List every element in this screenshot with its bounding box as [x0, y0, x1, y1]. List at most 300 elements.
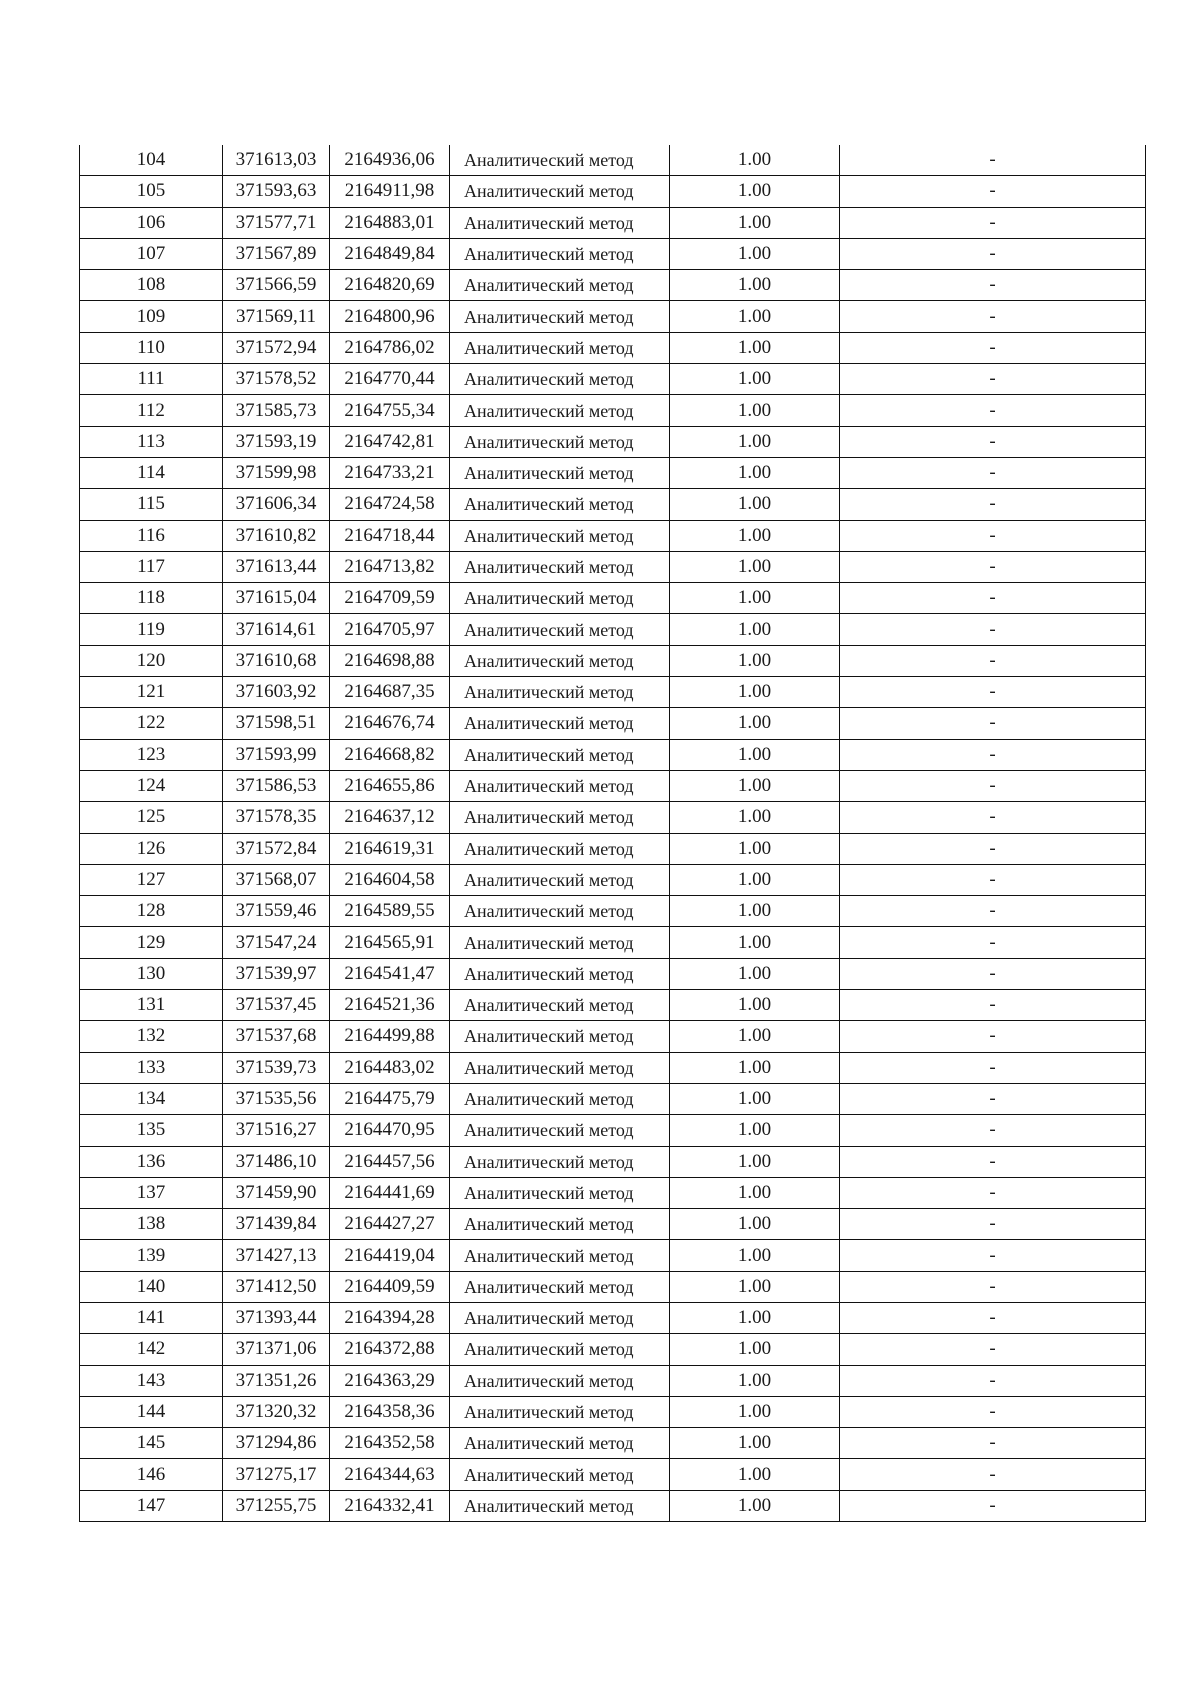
- y-coordinate-cell: 2164332,41: [330, 1490, 450, 1521]
- description-cell: -: [840, 1459, 1146, 1490]
- x-coordinate-cell: 371610,68: [223, 645, 330, 676]
- x-coordinate-cell: 371547,24: [223, 927, 330, 958]
- description-cell: -: [840, 270, 1146, 301]
- table-row: [80, 645, 1146, 676]
- y-coordinate-cell: 2164541,47: [330, 958, 450, 989]
- y-coordinate-cell: 2164419,04: [330, 1240, 450, 1271]
- table-row: [80, 1115, 1146, 1146]
- description-cell: -: [840, 1271, 1146, 1302]
- y-coordinate-cell: 2164676,74: [330, 708, 450, 739]
- y-coordinate-cell: 2164668,82: [330, 739, 450, 770]
- accuracy-cell: 1.00: [670, 332, 840, 363]
- description-cell: -: [840, 1209, 1146, 1240]
- accuracy-cell: 1.00: [670, 739, 840, 770]
- method-cell: Аналитический метод: [450, 520, 670, 551]
- y-coordinate-cell: 2164475,79: [330, 1083, 450, 1114]
- description-cell: -: [840, 1021, 1146, 1052]
- point-number-cell: 106: [80, 207, 223, 238]
- accuracy-cell: 1.00: [670, 770, 840, 801]
- point-number-cell: 112: [80, 395, 223, 426]
- x-coordinate-cell: 371610,82: [223, 520, 330, 551]
- x-coordinate-cell: 371577,71: [223, 207, 330, 238]
- method-cell: Аналитический метод: [450, 395, 670, 426]
- method-cell: Аналитический метод: [450, 802, 670, 833]
- y-coordinate-cell: 2164499,88: [330, 1021, 450, 1052]
- point-number-cell: 120: [80, 645, 223, 676]
- point-number-cell: 122: [80, 708, 223, 739]
- x-coordinate-cell: 371393,44: [223, 1302, 330, 1333]
- y-coordinate-cell: 2164655,86: [330, 770, 450, 801]
- x-coordinate-cell: 371593,19: [223, 426, 330, 457]
- y-coordinate-cell: 2164427,27: [330, 1209, 450, 1240]
- table-row: [80, 770, 1146, 801]
- method-cell: Аналитический метод: [450, 1459, 670, 1490]
- table-row: [80, 1334, 1146, 1365]
- description-cell: -: [840, 1428, 1146, 1459]
- method-cell: Аналитический метод: [450, 1177, 670, 1208]
- description-cell: -: [840, 364, 1146, 395]
- method-cell: Аналитический метод: [450, 1365, 670, 1396]
- y-coordinate-cell: 2164637,12: [330, 802, 450, 833]
- y-coordinate-cell: 2164358,36: [330, 1396, 450, 1427]
- description-cell: -: [840, 927, 1146, 958]
- point-number-cell: 133: [80, 1052, 223, 1083]
- description-cell: -: [840, 833, 1146, 864]
- method-cell: Аналитический метод: [450, 176, 670, 207]
- point-number-cell: 142: [80, 1334, 223, 1365]
- description-cell: -: [840, 551, 1146, 582]
- description-cell: -: [840, 1146, 1146, 1177]
- description-cell: -: [840, 864, 1146, 895]
- coordinates-table: [79, 145, 1146, 1522]
- method-cell: Аналитический метод: [450, 1021, 670, 1052]
- point-number-cell: 108: [80, 270, 223, 301]
- y-coordinate-cell: 2164604,58: [330, 864, 450, 895]
- method-cell: Аналитический метод: [450, 207, 670, 238]
- description-cell: -: [840, 395, 1146, 426]
- table-row: [80, 176, 1146, 207]
- description-cell: -: [840, 176, 1146, 207]
- accuracy-cell: 1.00: [670, 802, 840, 833]
- y-coordinate-cell: 2164705,97: [330, 614, 450, 645]
- accuracy-cell: 1.00: [670, 176, 840, 207]
- y-coordinate-cell: 2164344,63: [330, 1459, 450, 1490]
- accuracy-cell: 1.00: [670, 1365, 840, 1396]
- table-row: [80, 958, 1146, 989]
- x-coordinate-cell: 371598,51: [223, 708, 330, 739]
- table-row: [80, 1146, 1146, 1177]
- accuracy-cell: 1.00: [670, 583, 840, 614]
- point-number-cell: 117: [80, 551, 223, 582]
- point-number-cell: 114: [80, 457, 223, 488]
- accuracy-cell: 1.00: [670, 1021, 840, 1052]
- accuracy-cell: 1.00: [670, 1177, 840, 1208]
- table-row: [80, 1365, 1146, 1396]
- y-coordinate-cell: 2164883,01: [330, 207, 450, 238]
- point-number-cell: 145: [80, 1428, 223, 1459]
- point-number-cell: 139: [80, 1240, 223, 1271]
- accuracy-cell: 1.00: [670, 1083, 840, 1114]
- description-cell: -: [840, 1396, 1146, 1427]
- table-row: [80, 238, 1146, 269]
- table-row: [80, 332, 1146, 363]
- x-coordinate-cell: 371599,98: [223, 457, 330, 488]
- accuracy-cell: 1.00: [670, 708, 840, 739]
- x-coordinate-cell: 371535,56: [223, 1083, 330, 1114]
- method-cell: Аналитический метод: [450, 645, 670, 676]
- accuracy-cell: 1.00: [670, 1209, 840, 1240]
- x-coordinate-cell: 371559,46: [223, 896, 330, 927]
- y-coordinate-cell: 2164718,44: [330, 520, 450, 551]
- description-cell: -: [840, 426, 1146, 457]
- table-row: [80, 708, 1146, 739]
- method-cell: Аналитический метод: [450, 1490, 670, 1521]
- y-coordinate-cell: 2164483,02: [330, 1052, 450, 1083]
- point-number-cell: 113: [80, 426, 223, 457]
- table-row: [80, 802, 1146, 833]
- description-cell: -: [840, 520, 1146, 551]
- x-coordinate-cell: 371439,84: [223, 1209, 330, 1240]
- point-number-cell: 130: [80, 958, 223, 989]
- description-cell: -: [840, 614, 1146, 645]
- point-number-cell: 136: [80, 1146, 223, 1177]
- point-number-cell: 126: [80, 833, 223, 864]
- accuracy-cell: 1.00: [670, 614, 840, 645]
- table-row: [80, 990, 1146, 1021]
- x-coordinate-cell: 371539,73: [223, 1052, 330, 1083]
- method-cell: Аналитический метод: [450, 677, 670, 708]
- accuracy-cell: 1.00: [670, 990, 840, 1021]
- y-coordinate-cell: 2164742,81: [330, 426, 450, 457]
- x-coordinate-cell: 371255,75: [223, 1490, 330, 1521]
- accuracy-cell: 1.00: [670, 1271, 840, 1302]
- table-row: [80, 739, 1146, 770]
- table-row: [80, 864, 1146, 895]
- y-coordinate-cell: 2164786,02: [330, 332, 450, 363]
- table-row: [80, 551, 1146, 582]
- x-coordinate-cell: 371568,07: [223, 864, 330, 895]
- table-row: [80, 1240, 1146, 1271]
- table-row: [80, 1428, 1146, 1459]
- x-coordinate-cell: 371603,92: [223, 677, 330, 708]
- y-coordinate-cell: 2164724,58: [330, 489, 450, 520]
- method-cell: Аналитический метод: [450, 990, 670, 1021]
- y-coordinate-cell: 2164619,31: [330, 833, 450, 864]
- accuracy-cell: 1.00: [670, 896, 840, 927]
- table-row: [80, 583, 1146, 614]
- method-cell: Аналитический метод: [450, 489, 670, 520]
- accuracy-cell: 1.00: [670, 1240, 840, 1271]
- table-row: [80, 677, 1146, 708]
- accuracy-cell: 1.00: [670, 426, 840, 457]
- method-cell: Аналитический метод: [450, 833, 670, 864]
- table-row: [80, 833, 1146, 864]
- accuracy-cell: 1.00: [670, 489, 840, 520]
- x-coordinate-cell: 371572,84: [223, 833, 330, 864]
- point-number-cell: 140: [80, 1271, 223, 1302]
- point-number-cell: 123: [80, 739, 223, 770]
- y-coordinate-cell: 2164687,35: [330, 677, 450, 708]
- accuracy-cell: 1.00: [670, 1146, 840, 1177]
- point-number-cell: 134: [80, 1083, 223, 1114]
- y-coordinate-cell: 2164441,69: [330, 1177, 450, 1208]
- table-row: [80, 614, 1146, 645]
- description-cell: -: [840, 489, 1146, 520]
- table-row: [80, 1209, 1146, 1240]
- description-cell: -: [840, 739, 1146, 770]
- method-cell: Аналитический метод: [450, 1334, 670, 1365]
- accuracy-cell: 1.00: [670, 1334, 840, 1365]
- point-number-cell: 131: [80, 990, 223, 1021]
- table-row: [80, 207, 1146, 238]
- point-number-cell: 137: [80, 1177, 223, 1208]
- table-row: [80, 1021, 1146, 1052]
- method-cell: Аналитический метод: [450, 1146, 670, 1177]
- point-number-cell: 109: [80, 301, 223, 332]
- accuracy-cell: 1.00: [670, 1428, 840, 1459]
- description-cell: -: [840, 145, 1146, 176]
- description-cell: -: [840, 207, 1146, 238]
- point-number-cell: 144: [80, 1396, 223, 1427]
- method-cell: Аналитический метод: [450, 551, 670, 582]
- accuracy-cell: 1.00: [670, 1490, 840, 1521]
- x-coordinate-cell: 371537,68: [223, 1021, 330, 1052]
- description-cell: -: [840, 1115, 1146, 1146]
- description-cell: -: [840, 990, 1146, 1021]
- x-coordinate-cell: 371539,97: [223, 958, 330, 989]
- description-cell: -: [840, 1177, 1146, 1208]
- accuracy-cell: 1.00: [670, 1302, 840, 1333]
- point-number-cell: 111: [80, 364, 223, 395]
- description-cell: -: [840, 1365, 1146, 1396]
- point-number-cell: 110: [80, 332, 223, 363]
- coordinates-table-body: [80, 145, 1146, 1522]
- accuracy-cell: 1.00: [670, 238, 840, 269]
- x-coordinate-cell: 371614,61: [223, 614, 330, 645]
- method-cell: Аналитический метод: [450, 426, 670, 457]
- x-coordinate-cell: 371516,27: [223, 1115, 330, 1146]
- method-cell: Аналитический метод: [450, 364, 670, 395]
- x-coordinate-cell: 371566,59: [223, 270, 330, 301]
- y-coordinate-cell: 2164457,56: [330, 1146, 450, 1177]
- accuracy-cell: 1.00: [670, 1115, 840, 1146]
- x-coordinate-cell: 371606,34: [223, 489, 330, 520]
- y-coordinate-cell: 2164755,34: [330, 395, 450, 426]
- accuracy-cell: 1.00: [670, 145, 840, 176]
- y-coordinate-cell: 2164565,91: [330, 927, 450, 958]
- point-number-cell: 132: [80, 1021, 223, 1052]
- description-cell: -: [840, 645, 1146, 676]
- point-number-cell: 121: [80, 677, 223, 708]
- point-number-cell: 107: [80, 238, 223, 269]
- description-cell: -: [840, 1083, 1146, 1114]
- point-number-cell: 141: [80, 1302, 223, 1333]
- method-cell: Аналитический метод: [450, 1209, 670, 1240]
- accuracy-cell: 1.00: [670, 395, 840, 426]
- table-row: [80, 364, 1146, 395]
- accuracy-cell: 1.00: [670, 677, 840, 708]
- table-row: [80, 520, 1146, 551]
- y-coordinate-cell: 2164770,44: [330, 364, 450, 395]
- x-coordinate-cell: 371593,63: [223, 176, 330, 207]
- x-coordinate-cell: 371371,06: [223, 1334, 330, 1365]
- description-cell: -: [840, 332, 1146, 363]
- y-coordinate-cell: 2164733,21: [330, 457, 450, 488]
- y-coordinate-cell: 2164589,55: [330, 896, 450, 927]
- point-number-cell: 115: [80, 489, 223, 520]
- table-row: [80, 426, 1146, 457]
- point-number-cell: 118: [80, 583, 223, 614]
- description-cell: -: [840, 802, 1146, 833]
- point-number-cell: 104: [80, 145, 223, 176]
- accuracy-cell: 1.00: [670, 1052, 840, 1083]
- accuracy-cell: 1.00: [670, 270, 840, 301]
- y-coordinate-cell: 2164820,69: [330, 270, 450, 301]
- method-cell: Аналитический метод: [450, 1240, 670, 1271]
- method-cell: Аналитический метод: [450, 896, 670, 927]
- accuracy-cell: 1.00: [670, 207, 840, 238]
- table-row: [80, 1302, 1146, 1333]
- description-cell: -: [840, 238, 1146, 269]
- description-cell: -: [840, 457, 1146, 488]
- table-row: [80, 1271, 1146, 1302]
- accuracy-cell: 1.00: [670, 301, 840, 332]
- accuracy-cell: 1.00: [670, 364, 840, 395]
- x-coordinate-cell: 371593,99: [223, 739, 330, 770]
- point-number-cell: 147: [80, 1490, 223, 1521]
- method-cell: Аналитический метод: [450, 1271, 670, 1302]
- x-coordinate-cell: 371567,89: [223, 238, 330, 269]
- method-cell: Аналитический метод: [450, 739, 670, 770]
- table-row: [80, 896, 1146, 927]
- accuracy-cell: 1.00: [670, 864, 840, 895]
- table-row: [80, 1083, 1146, 1114]
- description-cell: -: [840, 1334, 1146, 1365]
- description-cell: -: [840, 1240, 1146, 1271]
- x-coordinate-cell: 371585,73: [223, 395, 330, 426]
- description-cell: -: [840, 1490, 1146, 1521]
- y-coordinate-cell: 2164709,59: [330, 583, 450, 614]
- method-cell: Аналитический метод: [450, 1052, 670, 1083]
- x-coordinate-cell: 371412,50: [223, 1271, 330, 1302]
- point-number-cell: 116: [80, 520, 223, 551]
- x-coordinate-cell: 371537,45: [223, 990, 330, 1021]
- table-row: [80, 301, 1146, 332]
- point-number-cell: 138: [80, 1209, 223, 1240]
- y-coordinate-cell: 2164911,98: [330, 176, 450, 207]
- table-row: [80, 457, 1146, 488]
- method-cell: Аналитический метод: [450, 1302, 670, 1333]
- point-number-cell: 129: [80, 927, 223, 958]
- accuracy-cell: 1.00: [670, 833, 840, 864]
- accuracy-cell: 1.00: [670, 1396, 840, 1427]
- x-coordinate-cell: 371578,35: [223, 802, 330, 833]
- accuracy-cell: 1.00: [670, 645, 840, 676]
- description-cell: -: [840, 770, 1146, 801]
- method-cell: Аналитический метод: [450, 1115, 670, 1146]
- x-coordinate-cell: 371294,86: [223, 1428, 330, 1459]
- method-cell: Аналитический метод: [450, 332, 670, 363]
- method-cell: Аналитический метод: [450, 864, 670, 895]
- method-cell: Аналитический метод: [450, 1428, 670, 1459]
- table-row: [80, 395, 1146, 426]
- x-coordinate-cell: 371459,90: [223, 1177, 330, 1208]
- y-coordinate-cell: 2164363,29: [330, 1365, 450, 1396]
- x-coordinate-cell: 371613,44: [223, 551, 330, 582]
- method-cell: Аналитический метод: [450, 457, 670, 488]
- accuracy-cell: 1.00: [670, 551, 840, 582]
- y-coordinate-cell: 2164800,96: [330, 301, 450, 332]
- method-cell: Аналитический метод: [450, 614, 670, 645]
- x-coordinate-cell: 371320,32: [223, 1396, 330, 1427]
- description-cell: -: [840, 1302, 1146, 1333]
- y-coordinate-cell: 2164849,84: [330, 238, 450, 269]
- x-coordinate-cell: 371572,94: [223, 332, 330, 363]
- x-coordinate-cell: 371586,53: [223, 770, 330, 801]
- y-coordinate-cell: 2164372,88: [330, 1334, 450, 1365]
- table-row: [80, 489, 1146, 520]
- point-number-cell: 128: [80, 896, 223, 927]
- point-number-cell: 105: [80, 176, 223, 207]
- x-coordinate-cell: 371613,03: [223, 145, 330, 176]
- x-coordinate-cell: 371615,04: [223, 583, 330, 614]
- table-row: [80, 1396, 1146, 1427]
- y-coordinate-cell: 2164521,36: [330, 990, 450, 1021]
- description-cell: -: [840, 896, 1146, 927]
- method-cell: Аналитический метод: [450, 301, 670, 332]
- method-cell: Аналитический метод: [450, 238, 670, 269]
- description-cell: -: [840, 1052, 1146, 1083]
- table-row: [80, 927, 1146, 958]
- description-cell: -: [840, 958, 1146, 989]
- description-cell: -: [840, 677, 1146, 708]
- point-number-cell: 119: [80, 614, 223, 645]
- method-cell: Аналитический метод: [450, 958, 670, 989]
- y-coordinate-cell: 2164394,28: [330, 1302, 450, 1333]
- point-number-cell: 127: [80, 864, 223, 895]
- point-number-cell: 146: [80, 1459, 223, 1490]
- accuracy-cell: 1.00: [670, 958, 840, 989]
- description-cell: -: [840, 301, 1146, 332]
- description-cell: -: [840, 583, 1146, 614]
- table-row: [80, 1459, 1146, 1490]
- point-number-cell: 143: [80, 1365, 223, 1396]
- accuracy-cell: 1.00: [670, 927, 840, 958]
- table-row: [80, 145, 1146, 176]
- y-coordinate-cell: 2164352,58: [330, 1428, 450, 1459]
- method-cell: Аналитический метод: [450, 927, 670, 958]
- accuracy-cell: 1.00: [670, 520, 840, 551]
- x-coordinate-cell: 371486,10: [223, 1146, 330, 1177]
- method-cell: Аналитический метод: [450, 270, 670, 301]
- x-coordinate-cell: 371275,17: [223, 1459, 330, 1490]
- method-cell: Аналитический метод: [450, 583, 670, 614]
- accuracy-cell: 1.00: [670, 457, 840, 488]
- method-cell: Аналитический метод: [450, 708, 670, 739]
- table-row: [80, 270, 1146, 301]
- method-cell: Аналитический метод: [450, 145, 670, 176]
- y-coordinate-cell: 2164409,59: [330, 1271, 450, 1302]
- method-cell: Аналитический метод: [450, 1083, 670, 1114]
- y-coordinate-cell: 2164698,88: [330, 645, 450, 676]
- point-number-cell: 125: [80, 802, 223, 833]
- y-coordinate-cell: 2164470,95: [330, 1115, 450, 1146]
- point-number-cell: 124: [80, 770, 223, 801]
- table-row: [80, 1052, 1146, 1083]
- description-cell: -: [840, 708, 1146, 739]
- method-cell: Аналитический метод: [450, 1396, 670, 1427]
- y-coordinate-cell: 2164713,82: [330, 551, 450, 582]
